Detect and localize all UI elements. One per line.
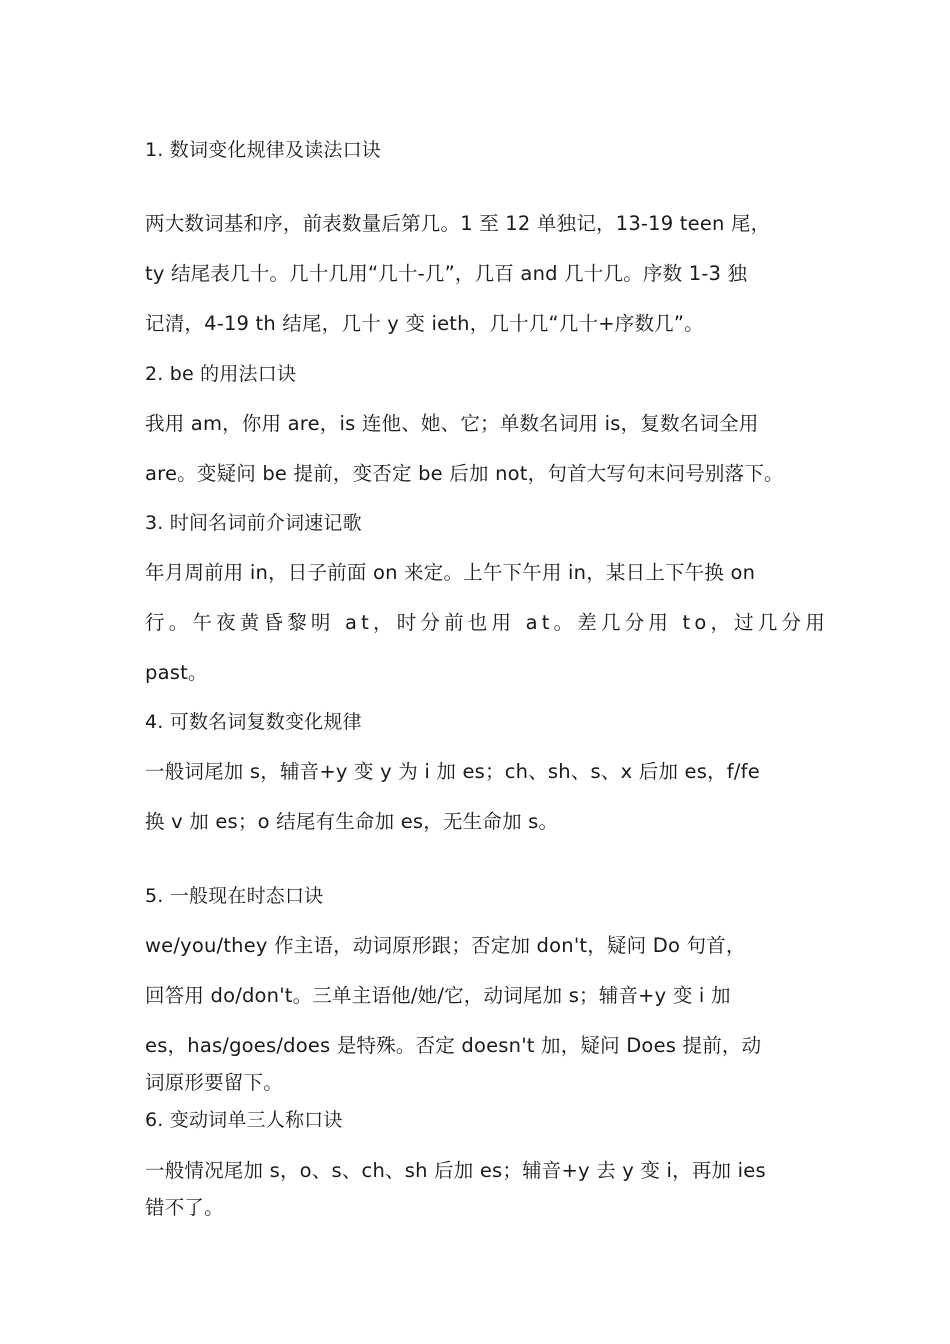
section-1-line-2: ty 结尾表几十。几十几用“几十-几”，几百 and 几十几。序数 1-3 独 <box>145 262 748 285</box>
section-3-heading: 3. 时间名词前介词速记歌 <box>145 512 362 534</box>
section-4-line-2: 换 v 加 es；o 结尾有生命加 es，无生命加 s。 <box>145 810 559 833</box>
section-5-heading: 5. 一般现在时态口诀 <box>145 885 324 907</box>
section-3-line-3: past。 <box>145 661 208 684</box>
section-5-line-1: we/you/they 作主语，动词原形跟；否定加 don't，疑问 Do 句首， <box>145 934 746 957</box>
section-5-line-4: 词原形要留下。 <box>145 1071 283 1094</box>
section-6-heading: 6. 变动词单三人称口诀 <box>145 1109 343 1131</box>
section-5-line-3: es，has/goes/does 是特殊。否定 doesn't 加，疑问 Does 提前，动 <box>145 1034 762 1057</box>
section-2-line-2: are。变疑问 be 提前，变否定 be 后加 not，句首大写句末问号别落下。 <box>145 462 784 485</box>
section-4-heading: 4. 可数名词复数变化规律 <box>145 711 362 733</box>
section-6-line-2: 错不了。 <box>145 1196 224 1219</box>
section-1-line-1: 两大数词基和序，前表数量后第几。1 至 12 单独记，13-19 teen 尾， <box>145 212 771 235</box>
section-1-line-3: 记清，4-19 th 结尾，几十 y 变 ieth，几十几“几十+序数几”。 <box>145 312 704 335</box>
section-3-line-1: 年月周前用 in，日子前面 on 来定。上午下午用 in，某日上下午换 on <box>145 561 756 584</box>
section-1-heading: 1. 数词变化规律及读法口诀 <box>145 139 381 161</box>
section-3-line-2: 行。午夜黄昏黎明 at，时分前也用 at。差几分用 to，过几分用 <box>145 611 829 634</box>
section-6-line-1: 一般情况尾加 s，o、s、ch、sh 后加 es；辅音+y 去 y 变 i，再加 ies <box>145 1159 766 1182</box>
section-2-heading: 2. be 的用法口诀 <box>145 363 297 385</box>
section-4-line-1: 一般词尾加 s，辅音+y 变 y 为 i 加 es；ch、sh、s、x 后加 es，f/fe <box>145 760 760 783</box>
section-2-line-1: 我用 am，你用 are，is 连他、她、它；单数名词用 is，复数名词全用 <box>145 412 759 435</box>
section-5-line-2: 回答用 do/don't。三单主语他/她/它，动词尾加 s；辅音+y 变 i 加 <box>145 984 731 1007</box>
